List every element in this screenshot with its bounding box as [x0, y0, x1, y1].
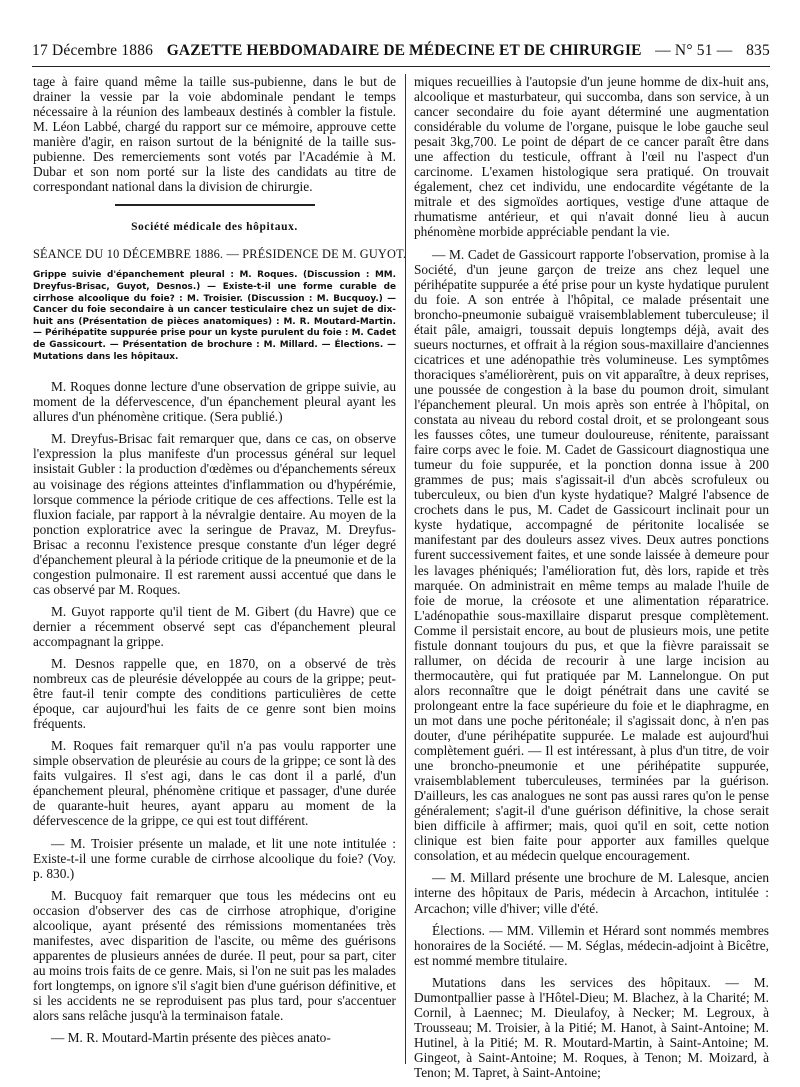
issue-number: — N° 51 —: [655, 42, 733, 59]
paragraph: Élections. — MM. Villemin et Hérard sont nommés membres honoraires de la Société. — M. Séglas, médecin-adjoint à Bicêtre, est nommé membre titulaire.: [414, 922, 769, 968]
paragraph: — M. Troisier présente un malade, et lit une note intitulée : Existe-t-il une forme curable de cirrhose alcoolique du foie? (Voy. p. 830.): [33, 835, 396, 881]
paragraph: — M. R. Moutard-Martin présente des pièces anato-: [51, 1030, 331, 1046]
session-heading: SÉANCE DU 10 DÉCEMBRE 1886. — PRÉSIDENCE DE M. GUYOT.: [33, 247, 407, 262]
paragraph: M. Desnos rappelle que, en 1870, on a observé de très nombreux cas de pleurésie développée au cours de la grippe; peut-être faut-il tenir compte des conditions particulières de cette époque, car aujourd'hui les faits de ce genre sont bien moins fréquents.: [33, 656, 396, 732]
section-divider: [115, 204, 315, 206]
header-rule: [32, 66, 770, 67]
page-number: 835: [746, 42, 770, 59]
paragraph: M. Bucquoy fait remarquer que tous les médecins ont eu occasion d'observer des cas de cirrhose atrophique, d'origine alcoolique, ayant présenté des rémissions momentanées très manifestes, avec disparition de l'ascite, ou même des guérisons apparentes de plusieurs années de durée. Il peut, pour sa part, citer au moins trois faits de ce genre. Mais, si l'on ne suit pas les malades fort longtemps, on ignore s'il s'agit bien d'une guérison définitive, et si les accidents ne se reproduisent pas plus tard, pour s'accentuer alors sans relâche jusqu'à la terminaison fatale.: [33, 887, 396, 1024]
paragraph: Mutations dans les services des hôpitaux. — M. Dumontpallier passe à l'Hôtel-Dieu; M. Blachez, à la Charité; M. Cornil, à Laennec; M. Dieulafoy, à Necker; M. Legroux, à Trousseau; M. Troisier, à la Pitié; M. Hanot, à Saint-Antoine; M. Hutinel, à la Pitié; M. R. Moutard-Martin, à Saint-Antoine; M. Gingeot, à Saint-Antoine; M. Roques, à Tenon; M. Moizard, à Tenon; M. Tapret, à Saint-Antoine;: [414, 974, 769, 1080]
paragraph: tage à faire quand même la taille sus-pubienne, dans le but de drainer la vessie par la voie abdominale pendant le temps nécessaire à la réunion des lambeaux destinés à combler la fistule. M. Léon Labbé, chargé du rapport sur ce mémoire, approuve cette manière d'agir, en raison surtout de la bénignité de la taille sus-pubienne. Des remerciements sont votés par l'Académie à M. Dubar et son nom porté sur la liste des candidats au titre de correspondant national dans la division de chirurgie.: [33, 74, 396, 195]
right-column: [414, 74, 769, 1080]
paragraph: miques recueillies à l'autopsie d'un jeune homme de dix-huit ans, alcoolique et masturbateur, qui succomba, dans son service, à un cancer secondaire du foie ayant déterminé une augmentation considérable du volume de l'organe, puisque le lobe gauche seul pesait 3kg,700. Le point de départ de ce cancer paraît être dans une affection du testicule, offrant à l'œil nu l'aspect d'un carcinome. L'examen histologique sera pratiqué. On trouvait également, chez cet individu, une endocardite végétante de la mitrale et des sigmoïdes aortiques, vestige d'une attaque de rhumatisme antérieur, et qui n'avait donné lieu à aucun phénomène morbide appréciable pendant la vie.: [414, 74, 769, 240]
journal-title: GAZETTE HEBDOMADAIRE DE MÉDECINE ET DE CHIRURGIE: [166, 42, 642, 59]
session-summary: Grippe suivie d'épanchement pleural : M. Roques. (Discussion : MM. Dreyfus-Brisac, Guyot, Desnos.) — Existe-t-il une forme curable de cirrhose alcoolique du foie? : M. Troisier. (Discussion : M. Bucquoy.) — Cancer du foie secondaire à un cancer testiculaire chez un sujet de dix-huit ans (Présentation de pièces anatomiques) : M. R. Moutard-Martin. — Périhépatite suppurée prise pour un kyste purulent du foie : M. Cadet de Gassicourt. — Présentation de brochure : M. Millard. — Élections. — Mutations dans les hôpitaux.: [33, 270, 396, 362]
header-date: 17 Décembre 1886: [32, 42, 154, 59]
paragraph: — M. Millard présente une brochure de M. Lalesque, ancien interne des hôpitaux de Paris, médecin à Arcachon, intitulée : Arcachon; ville d'hiver; ville d'été.: [414, 870, 769, 916]
page-header: [32, 42, 770, 64]
paragraph: M. Roques fait remarquer qu'il n'a pas voulu rapporter une simple observation de pleurésie au cours de la grippe; ce sont là des faits vulgaires. Il s'est agi, dans le cas dont il a parlé, d'un épanchement pleural, phénomène critique et passager, d'une durée de quarante-huit heures, ayant apparu au moment de la défervescence de la grippe, ce qui est tout différent.: [33, 738, 396, 829]
paragraph: M. Guyot rapporte qu'il tient de M. Gibert (du Havre) que ce dernier a récemment observé sept cas d'épanchement pleural accompagnant la grippe.: [33, 603, 396, 649]
paragraph: — M. Cadet de Gassicourt rapporte l'observation, promise à la Société, d'un jeune garçon de treize ans chez lequel une périhépatite suppurée a été prise pour un kyste hydatique purulent du foie. A son entrée à l'hôpital, ce malade présentait une broncho-pneumonie subaiguë vraisemblablement tuberculeuse; il était pâle, amaigri, toussait depuis longtemps déjà, avait des sueurs nocturnes, et offrait à la région sous-maxillaire d'anciennes cicatrices et une adénopathie très volumineuse. Les symptômes thoraciques s'améliorèrent, puis on vit apparaître, à deux reprises, une poussée de congestion à la base du poumon droit, simulant l'épanchement pleural. Un mois après son entrée à l'hôpital, on constata au niveau du rebord costal droit, et se prolongeant sous les fausses côtes, une tumeur douloureuse, rénitente, paraissant faire corps avec le foie. M. Cadet de Gassicourt diagnostiqua une tumeur du foie suppurée, et la ponction donna issue à 200 grammes de pus; mais s'agissait-il d'un abcès scrofuleux ou tuberculeux, ou bien d'un kyste hydatique? Malgré l'absence de crochets dans le pus, M. Cadet de Gassicourt inclinait pour un kyste hydatique, accompagné de péritonite localisée se manifestant par des douleurs assez vives. Deux autres ponctions furent successivement faites, et une sonde laissée à demeure pour les lavages phéniqués; l'amélioration fut, dès lors, rapide et très marquée. On administrait en même temps au malade l'huile de foie de morue, la créosote et une alimentation réparatrice. L'adénopathie sous-maxillaire disparut presque complètement. Comme il persistait encore, au bout de plusieurs mois, une petite fistule donnant toujours du pus, et que la fièvre paraissait se rallumer, on décida de recourir à une large incision au thermocautère, qui fut pratiquée par M. Lannelongue. On put alors reconnaître que le doigt pénétrait dans une cavité se prolongeant entre la face supérieure du foie et le diaphragme, en un mot dans une poche péritonéale; il s'agissait donc, à n'en pas douter, d'une périhépatite suppurée. Le malade est aujourd'hui complètement guéri. — Il est intéressant, à plus d'un titre, de voir une broncho-pneumonie et une périhépatite suppurée, vraisemblablement tuberculeuses, terminées par la guérison. D'ailleurs, les cas analogues ne sont pas aussi rares qu'on le pense généralement; s'agit-il d'une guérison définitive, la chose serait bien difficile à affirmer; mais, quoi qu'il en soit, cette notion clinique est bien faite pour apporter aux familles quelque consolation, et au médecin quelque encouragement.: [414, 246, 769, 864]
paragraph: M. Dreyfus-Brisac fait remarquer que, dans ce cas, on observe l'expression la plus manifeste d'un processus général sur lequel insistait Gubler : la production d'œdèmes ou d'épanchements séreux au voisinage des régions atteintes d'inflammation ou d'hypérémie, lorsque commence la période critique de ces affections. Telle est la fluxion faciale, par rapport à la névralgie dentaire. Au moyen de la ponction exploratrice avec la seringue de Pravaz, M. Dreyfus-Brisac a reconnu l'existence presque constante d'un léger degré d'épanchement pleural à la période critique de la pneumonie et de la congestion pulmonaire. Il est rarement aussi accentué que dans le cas observé par M. Roques.: [33, 431, 396, 597]
column-divider: [405, 74, 406, 1064]
left-column: [33, 74, 407, 1046]
paragraph: M. Roques donne lecture d'une observation de grippe suivie, au moment de la défervescence, d'un épanchement pleural ayant les allures d'un phénomène critique. (Sera publié.): [33, 379, 396, 425]
section-heading: Société médicale des hôpitaux.: [131, 221, 298, 234]
